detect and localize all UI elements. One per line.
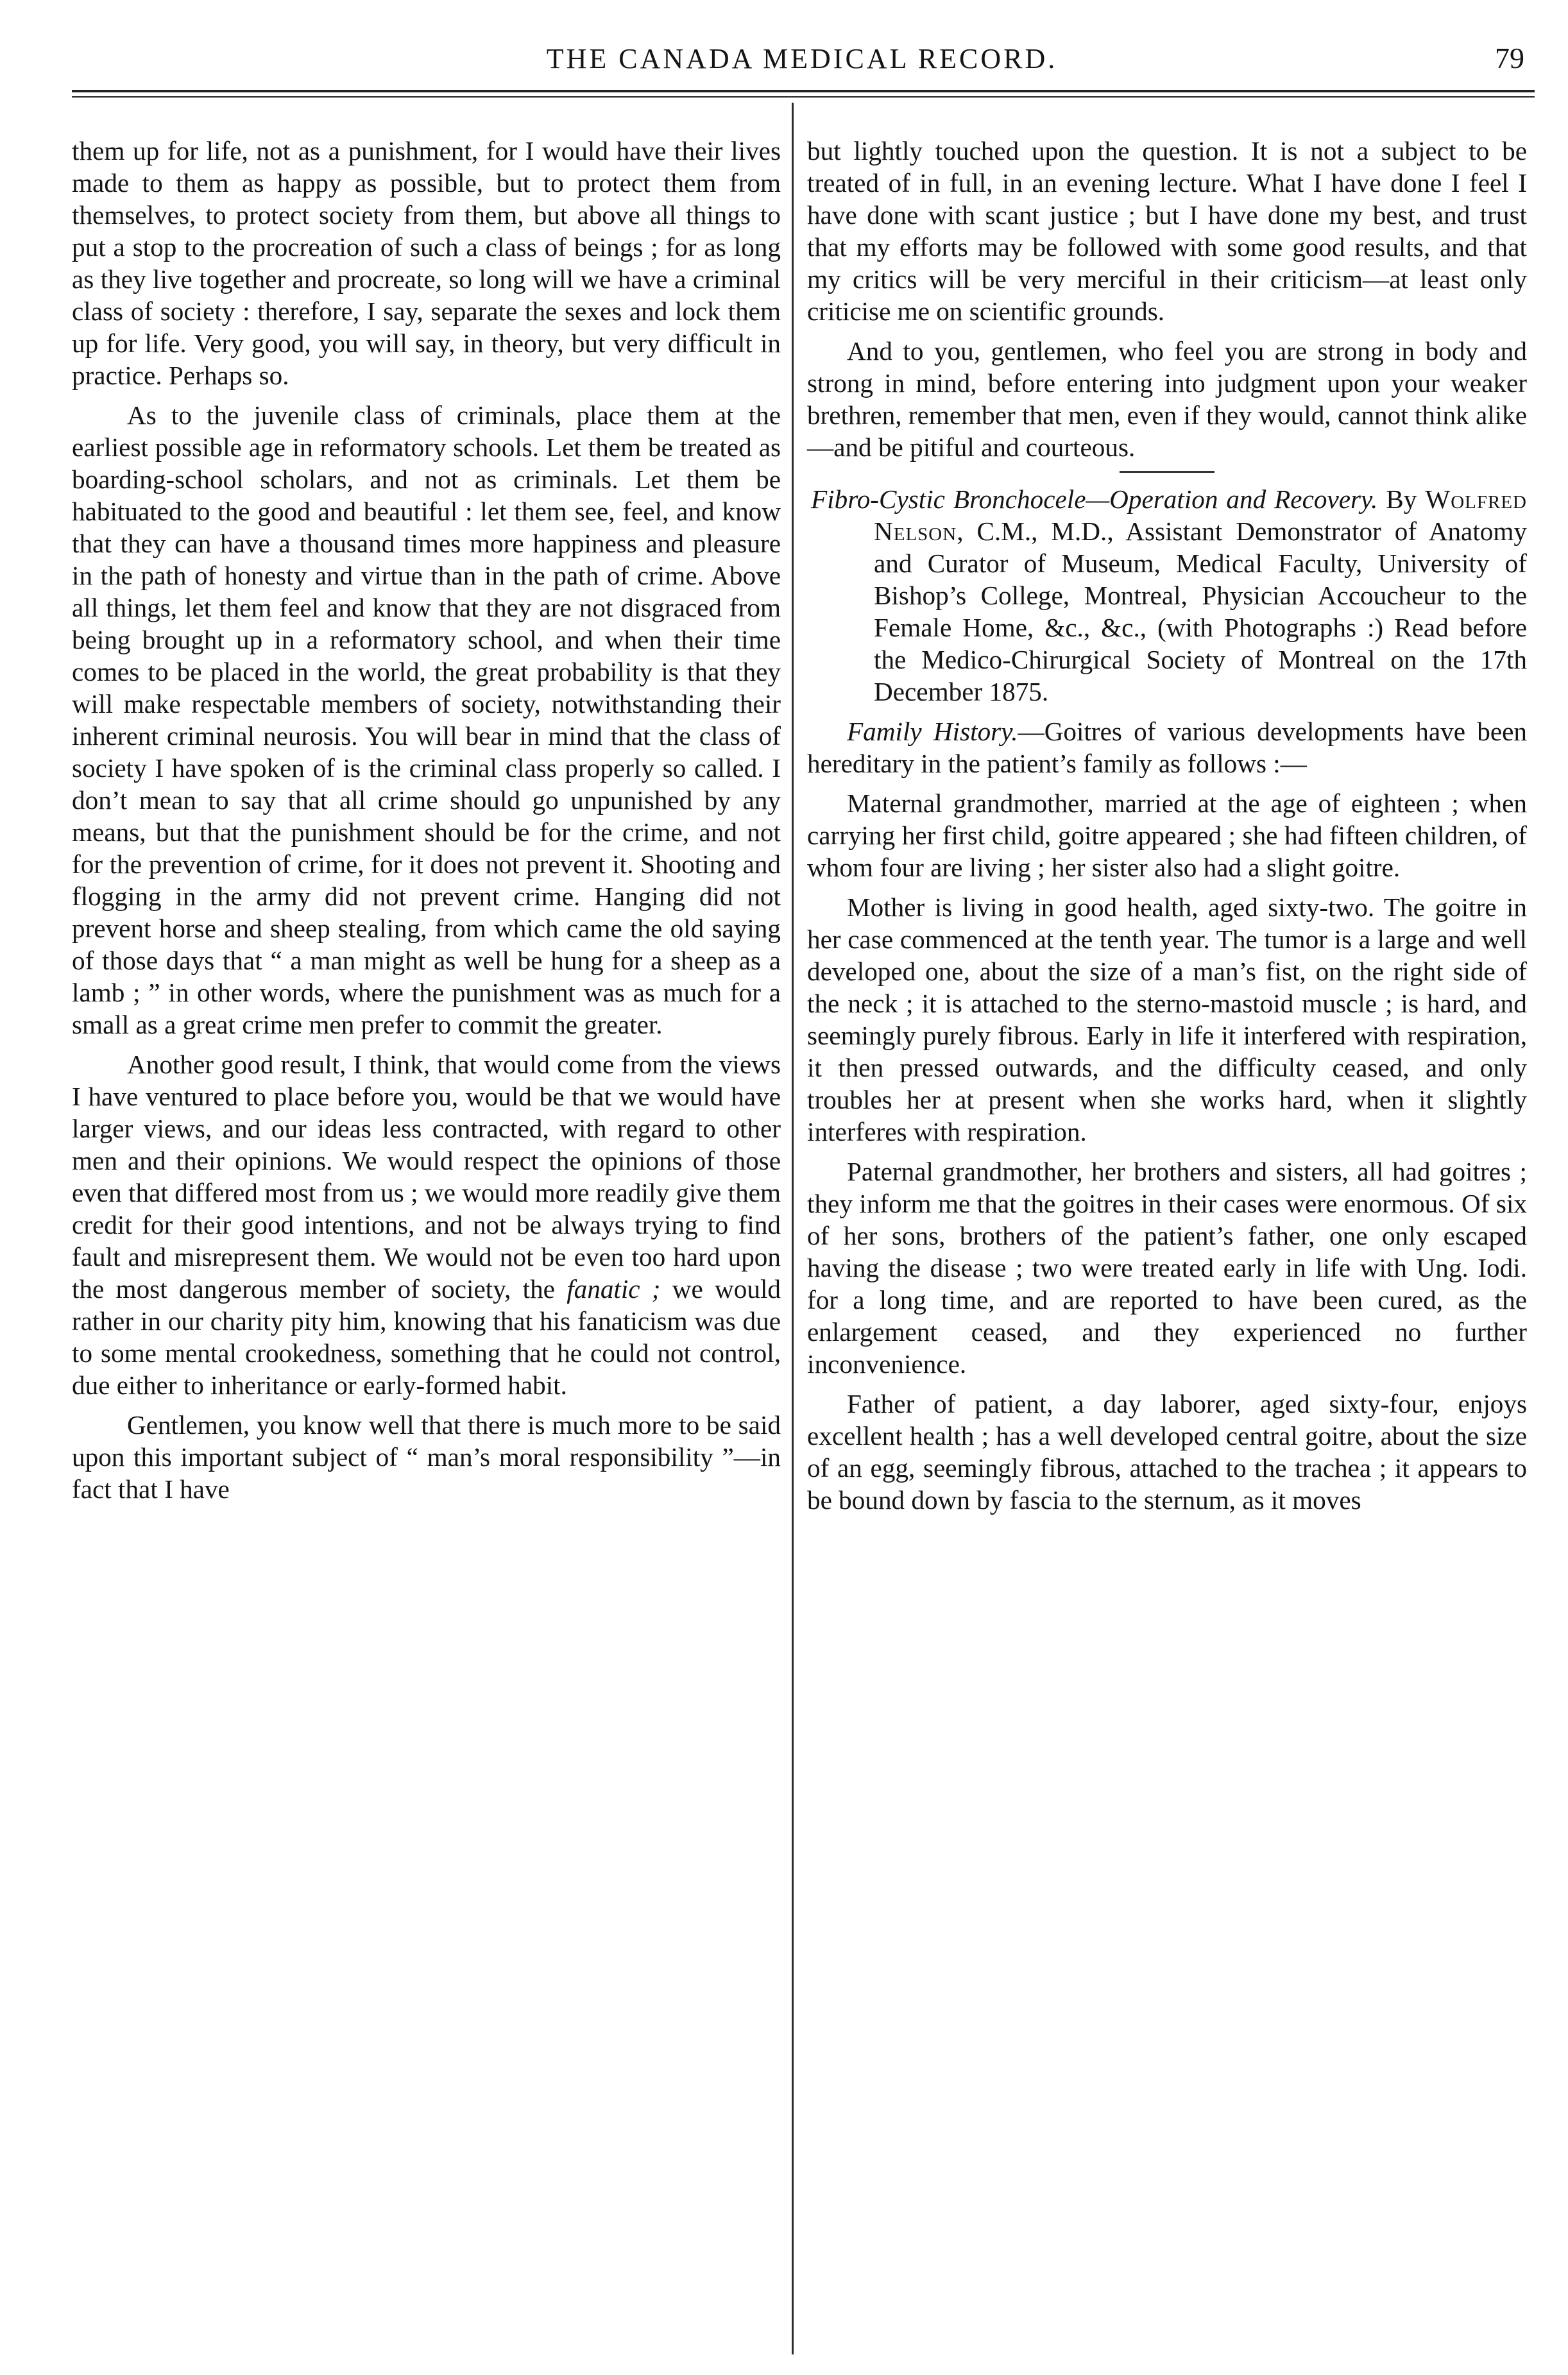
paragraph-paternal-grandmother: Paternal grandmother, her brothers and sisters, all had goitres ; they inform me that the goitres in their cases were enormous. Of six of her sons, brothers of the patient’s father, one only escaped having the disease ; two were treated early in life with Ung. Iodi. for a long time, and are reported to have been cured, as the enlargement ceased, and they experienced no further inconvenience. (807, 1157, 1527, 1379)
author-credentials: , C.M., M.D., Assistant Demonstrator of Anatomy and Curator of Museum, Medical Faculty, University of Bishop’s College, Montreal, Physician Accoucheur to the Female Home, &c., &c., (with Photographs :) Read before the Medico-Chirurgical Society of Montreal on the 17th December 1875. (874, 516, 1527, 706)
paragraph-gentlemen: Gentlemen, you know well that there is much more to be said upon this important subject of “ man’s moral responsibility ”—in fact that I have (72, 1410, 781, 1504)
paragraph-maternal-grandmother: Maternal grandmother, married at the age of eighteen ; when carrying her first child, goitre appeared ; she had fifteen children, of whom four are living ; her sister also had a slight goitre. (807, 788, 1527, 882)
text-run: we would rather in our charity pity him, knowing that his fanaticism was due to some mental crookedness, something that he could not control, due either to inheritance or early-formed habit. (72, 1274, 781, 1400)
column-divider (792, 103, 794, 2354)
page-number: 79 (1495, 42, 1524, 74)
header-rule-thin (72, 96, 1535, 98)
byline-by: By (1386, 484, 1417, 514)
article-heading (807, 483, 1527, 708)
header-rule-thick (72, 90, 1535, 92)
section-divider (1120, 471, 1214, 473)
paragraph-continued: them up for life, not as a punishment, for I would have their lives made to them as happy as possible, but to protect them from themselves, to protect society from them, but above all things to put a stop to the procreation of such a class of beings ; for as long as they live together and procreate, so long will we have a criminal class of society : therefore, I say, separate the sexes and lock them up for life. Very good, you will say, in theory, but very difficult in practice. Perhaps so. (72, 136, 781, 390)
paragraph-to-you-gentlemen: And to you, gentlemen, who feel you are strong in body and strong in mind, before entering into judgment upon your weaker brethren, remember that men, even if they would, cannot think alike—and be pitiful and courteous. (807, 336, 1527, 462)
family-history-label: Family History. (847, 717, 1018, 746)
text-run: Another good result, I think, that would come from the views I have ventured to place before you, would be that we would have larger views, and our ideas less contracted, with regard to other men and their opinions. We would respect the opinions of those even that differed most from us ; we would more readily give them credit for their good intentions, and not be always trying to find fault and misrepresent them. We would not be even too hard upon the most dangerous member of society, the (72, 1050, 781, 1304)
author-name: Wolfred Nelson (874, 484, 1527, 546)
running-head (71, 24, 1533, 82)
italic-fanatic: fanatic ; (567, 1274, 661, 1304)
running-title: THE CANADA MEDICAL RECORD. (546, 43, 1058, 74)
paragraph-mother: Mother is living in good health, aged sixty-two. The goitre in her case commenced at the tenth year. The tumor is a large and well developed one, about the size of a man’s fist, on the right side of the neck ; it is attached to the sterno-mastoid muscle ; is hard, and seemingly purely fibrous. Early in life it interfered with respiration, it then pressed outwards, and the difficulty ceased, and only troubles her at present when she works hard, when it slightly interferes with respiration. (807, 892, 1527, 1146)
left-column (72, 135, 781, 1513)
article-title: Fibro-Cystic Bronchocele—Operation and Recovery. (811, 484, 1378, 514)
right-column (807, 135, 1527, 1524)
family-history-text: —Goitres of various developments have been hereditary in the patient’s family as follows :— (807, 717, 1527, 778)
paragraph-juvenile-criminals: As to the juvenile class of criminals, place them at the earliest possible age in reformatory schools. Let them be treated as boarding-school scholars, and not as criminals. Let them be habituated to the good and beautiful : let them see, feel, and know that they can have a thousand times more happiness and pleasure in the path of honesty and virtue than in the path of crime. Above all things, let them feel and know that they are not disgraced from being brought up in a reformatory school, and when their time comes to be placed in the world, the great probability is that they will make respectable members of society, notwithstanding their inherent criminal neurosis. You will bear in mind that the class of society I have spoken of is the criminal class properly so called. I don’t mean to say that all crime should go unpunished by any means, but that the punishment should be for the crime, and not for the prevention of crime, for it does not prevent it. Shooting and flogging in the army did not prevent crime. Hanging did not prevent horse and sheep stealing, from which came the old saying of those days that “ a man might as well be hung for a sheep as a lamb ; ” in other words, where the punishment was as much for a small as a great crime men prefer to commit the greater. (72, 400, 781, 1039)
paragraph-family-history (807, 715, 1527, 779)
paragraph-another-good-result (72, 1048, 781, 1401)
paragraph-continued-right: but lightly touched upon the question. It is not a subject to be treated of in full, in an evening lecture. What I have done I feel I have done with scant justice ; but I have done my best, and trust that my efforts may be followed with some good results, and that my critics will be very merciful in their criticism—at least only criticise me on scientific grounds. (807, 136, 1527, 326)
paragraph-father: Father of patient, a day laborer, aged sixty-four, enjoys excellent health ; has a well developed central goitre, about the size of an egg, seemingly fibrous, attached to the trachea ; it appears to be bound down by fascia to the sternum, as it moves (807, 1389, 1527, 1515)
